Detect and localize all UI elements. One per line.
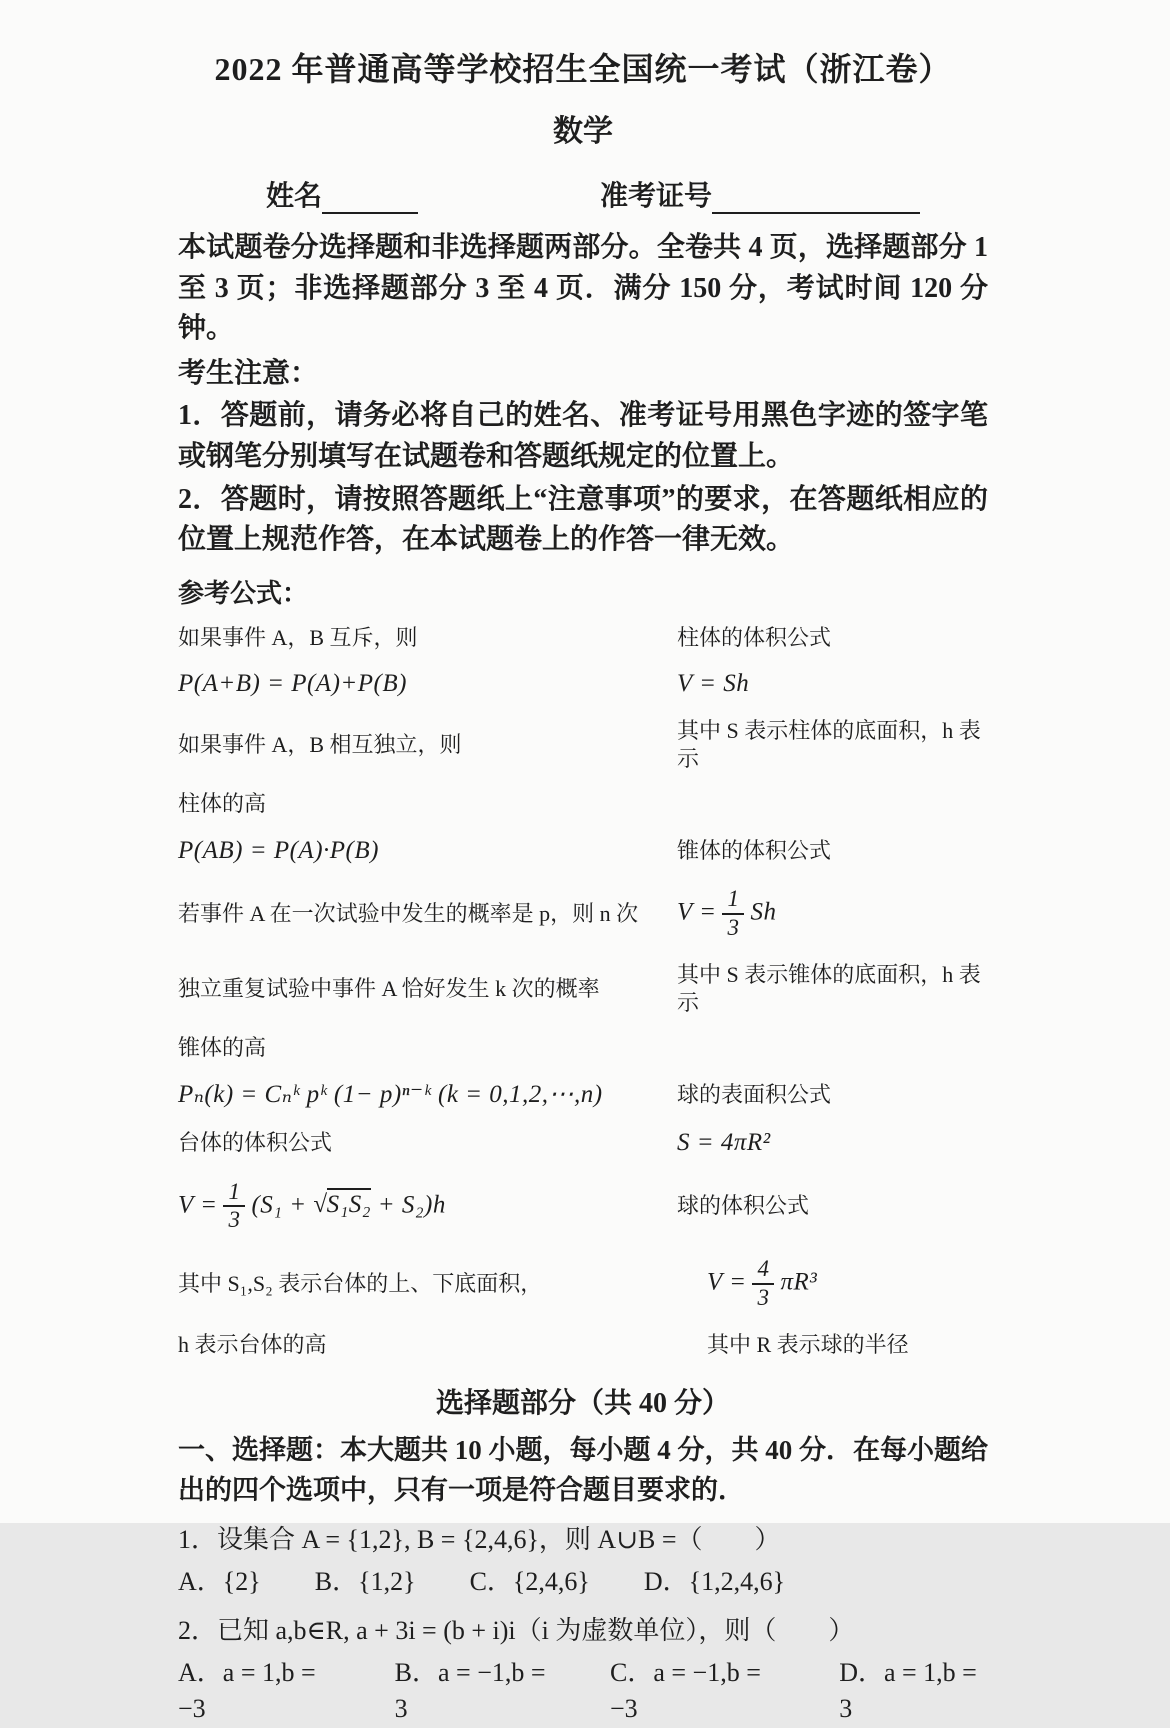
formula-row [178, 1071, 988, 1120]
formula-left: 其中 S₁,S₂ 表示台体的上、下底面积， [178, 1270, 543, 1296]
subject-title: 数学 [553, 115, 613, 148]
page-title: 2022 年普通高等学校招生全国统一考试（浙江卷） [214, 51, 952, 87]
intro-paragraph: 本试题卷分选择题和非选择题两部分。全卷共 4 页，选择题部分 1 至 3 页；非选择题部分 3 至 4 页．满分 150 分，考试时间 120 分钟。 [178, 232, 988, 345]
formula-left: Pₙ(k) = Cₙᵏ pᵏ (1− p)ⁿ⁻ᵏ (k = 0,1,2,⋯,n) [178, 1080, 603, 1108]
formula-right: V = Sh [677, 670, 750, 698]
formula-right: 其中 S 表示柱体的底面积，h 表示 [677, 717, 981, 772]
formula-left: 若事件 A 在一次试验中发生的概率是 p，则 n 次 [178, 900, 639, 926]
notice-heading: 考生注意： [178, 357, 319, 389]
name-blank [322, 184, 418, 214]
formula-right-fraction: V = $\frac{4}{3}$ πR³ [707, 1256, 818, 1311]
formula-row [178, 953, 988, 1026]
formula-left: 锥体的高 [178, 1034, 267, 1060]
option: C．a = −1,b = −3 [609, 1657, 761, 1724]
formula-right: S = 4πR² [677, 1129, 771, 1157]
formula-row [178, 827, 988, 876]
formula-left: 如果事件 A，B 相互独立，则 [178, 732, 462, 758]
radicand: S₁S₂ [327, 1188, 371, 1218]
name-label: 姓名 [266, 181, 323, 212]
formula-left: h 表示台体的高 [178, 1331, 327, 1357]
ticket-label: 准考证号 [600, 181, 713, 212]
option: B．{1,2} [314, 1567, 416, 1597]
reference-formula-heading: 参考公式： [178, 578, 309, 608]
fraction: $\frac{4}{3}$ [752, 1257, 774, 1311]
formula-right: 球的体积公式 [677, 1193, 810, 1219]
ticket-blank [712, 184, 920, 214]
notice-item: 2．答题时，请按照答题纸上“注意事项”的要求，在答题纸相应的位置上规范作答，在本试题卷上的作答一律无效。 [178, 483, 988, 556]
formula-right: 其中 S 表示锥体的底面积，h 表示 [677, 961, 981, 1016]
formula-right: 锥体的体积公式 [677, 837, 832, 863]
question-options [178, 1655, 988, 1728]
option: A．a = 1,b = −3 [178, 1657, 316, 1724]
formula-row [178, 616, 988, 661]
formula-row [178, 1119, 988, 1168]
formula-left: P(A+B) = P(A)+P(B) [178, 670, 407, 698]
choice-section-title: 选择题部分（共 40 分） [435, 1388, 730, 1420]
formula-left: 台体的体积公式 [178, 1130, 333, 1156]
formula-row [178, 782, 988, 827]
formula-row [178, 709, 988, 782]
formula-row [178, 1323, 988, 1368]
formula-right: 其中 R 表示球的半径 [707, 1331, 909, 1357]
question-stem: 2．已知 a,b∈R, a + 3i = (b + i)i（i 为虚数单位），则（ ） [178, 1615, 855, 1645]
formula-row [178, 660, 988, 709]
question-options [178, 1564, 988, 1600]
fraction: $\frac{1}{3}$ [722, 887, 744, 941]
formula-row [178, 1168, 988, 1246]
option: D．a = 1,b = 3 [839, 1657, 977, 1724]
formula-left: 柱体的高 [178, 791, 267, 817]
option: B．a = −1,b = 3 [394, 1657, 546, 1724]
fraction: $\frac{1}{3}$ [223, 1180, 245, 1234]
formula-left: 独立重复试验中事件 A 恰好发生 k 次的概率 [178, 976, 600, 1002]
formula-right: 球的表面积公式 [677, 1081, 832, 1107]
formula-right: 柱体的体积公式 [677, 624, 832, 650]
option: A．{2} [178, 1567, 261, 1597]
option: C．{2,4,6} [469, 1567, 590, 1597]
candidate-info-row [178, 174, 988, 214]
question-stem: 1．设集合 A = {1,2}, B = {2,4,6}，则 A∪B =（ ） [178, 1524, 781, 1554]
option: D．{1,2,4,6} [643, 1567, 786, 1597]
formula-left: 如果事件 A，B 互斥，则 [178, 624, 418, 650]
choice-section-intro: 一、选择题：本大题共 10 小题，每小题 4 分，共 40 分．在每小题给出的四个选项中，只有一项是符合题目要求的． [178, 1435, 988, 1505]
formula-row [178, 875, 988, 953]
formula-row [178, 1026, 988, 1071]
formula-row [178, 1245, 988, 1323]
formula-left-fraction: V = $\frac{1}{3}$ (S₁ + √S₁S₂ + S₂)h [178, 1178, 446, 1233]
formula-right-fraction: V = $\frac{1}{3}$ Sh [677, 886, 777, 940]
formula-left: P(AB) = P(A)·P(B) [178, 836, 379, 864]
radical-icon: √ [313, 1191, 328, 1219]
notice-item: 1．答题前，请务必将自己的姓名、准考证号用黑色字迹的签字笔或钢笔分别填写在试题卷和答题纸规定的位置上。 [178, 400, 988, 472]
